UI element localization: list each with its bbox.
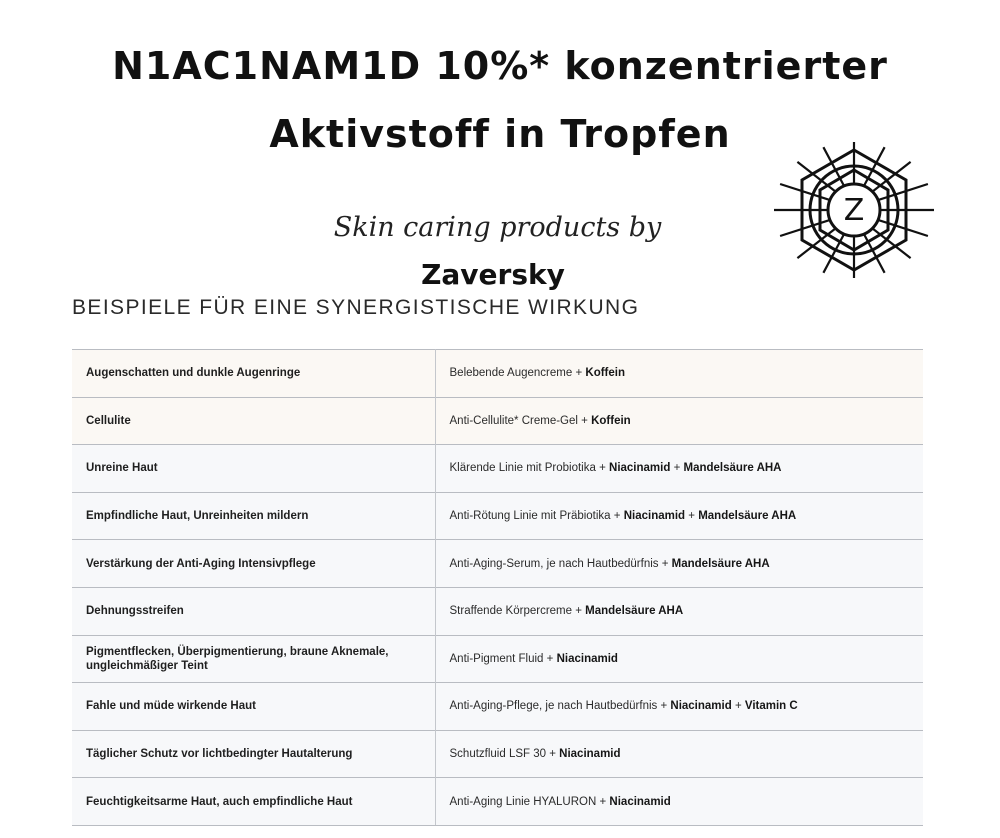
synergy-table-body (72, 350, 923, 826)
plus-separator: + (581, 414, 588, 427)
plus-separator: + (673, 462, 681, 475)
condition-cell: Augenschatten und dunkle Augenringe (72, 350, 435, 398)
table-row (72, 778, 923, 826)
logo-ray (780, 220, 830, 236)
plus-separator: + (599, 795, 607, 808)
condition-cell: Täglicher Schutz vor lichtbedingter Hautalterung (72, 730, 435, 778)
table-row (72, 540, 923, 588)
active-ingredient: Niacinamid (609, 795, 671, 808)
combination-cell (435, 587, 923, 635)
logo-ray (878, 184, 928, 200)
combination-cell (435, 350, 923, 398)
table-row (72, 350, 923, 398)
condition-cell: Empfindliche Haut, Unreinheiten mildern (72, 492, 435, 540)
condition-cell: Cellulite (72, 397, 435, 445)
product-name: Schutzfluid LSF 30 (449, 748, 547, 761)
active-ingredient: Niacinamid (609, 462, 671, 475)
logo-ray (780, 184, 830, 200)
active-ingredient: Mandelsäure AHA (671, 557, 770, 570)
active-ingredient: Vitamin C (744, 700, 798, 713)
product-name: Anti-Aging-Serum, je nach Hautbedürfnis (449, 557, 659, 570)
synergy-table (72, 349, 923, 826)
combination-cell (435, 397, 923, 445)
active-ingredient: Niacinamid (670, 700, 732, 713)
condition-cell: Unreine Haut (72, 445, 435, 493)
combination-cell (435, 730, 923, 778)
plus-separator: + (549, 748, 556, 761)
product-name: Anti-Aging Linie HYALURON (449, 795, 597, 808)
table-row (72, 730, 923, 778)
plus-separator: + (734, 700, 742, 713)
product-name: Belebende Augencreme (449, 367, 573, 380)
product-name: Straffende Körpercreme (449, 605, 573, 618)
combination-cell (435, 778, 923, 826)
condition-cell: Fahle und müde wirkende Haut (72, 683, 435, 731)
active-ingredient: Niacinamid (559, 748, 621, 761)
table-row (72, 683, 923, 731)
tagline-text: Skin caring products by (333, 212, 662, 243)
combination-cell (435, 635, 923, 683)
plus-separator: + (546, 652, 554, 665)
plus-separator: + (575, 605, 582, 618)
condition-cell: Dehnungsstreifen (72, 587, 435, 635)
table-row (72, 397, 923, 445)
condition-cell: Verstärkung der Anti-Aging Intensivpflege (72, 540, 435, 588)
logo-ray (878, 220, 928, 236)
active-ingredient: Niacinamid (623, 510, 686, 523)
title-line-2: Aktivstoff in Tropfen (269, 112, 731, 156)
active-ingredient: Koffein (591, 414, 631, 427)
zaversky-logo-icon (770, 140, 938, 280)
active-ingredient: Koffein (585, 367, 625, 380)
combination-cell (435, 492, 923, 540)
product-name: Klärende Linie mit Probiotika (449, 462, 596, 475)
table-row (72, 635, 923, 683)
condition-cell: Feuchtigkeitsarme Haut, auch empfindliche Haut (72, 778, 435, 826)
plus-separator: + (661, 557, 669, 570)
active-ingredient: Niacinamid (556, 652, 618, 665)
plus-separator: + (688, 510, 695, 523)
brand-text: Zaversky (421, 258, 565, 291)
title-line-1: N1AC1NAM1D 10%* konzentrierter (112, 44, 888, 88)
active-ingredient: Mandelsäure AHA (585, 605, 684, 618)
condition-cell: Pigmentflecken, Überpigmentierung, braune Aknemale, ungleichmäßiger Teint (72, 635, 435, 683)
table-row (72, 445, 923, 493)
combination-cell (435, 445, 923, 493)
table-row (72, 492, 923, 540)
product-name: Anti-Rötung Linie mit Präbiotika (449, 510, 611, 523)
product-name: Anti-Cellulite* Creme-Gel (449, 414, 578, 427)
product-name: Anti-Aging-Pflege, je nach Hautbedürfnis (449, 700, 658, 713)
section-heading: BEISPIELE FÜR EINE SYNERGISTISCHE WIRKUNG (72, 296, 640, 319)
combination-cell (435, 683, 923, 731)
plus-separator: + (599, 462, 606, 475)
product-name: Anti-Pigment Fluid (449, 652, 544, 665)
logo-letter: Z (843, 193, 865, 228)
table-row (72, 587, 923, 635)
plus-separator: + (613, 510, 621, 523)
plus-separator: + (575, 367, 583, 380)
combination-cell (435, 540, 923, 588)
active-ingredient: Mandelsäure AHA (698, 510, 797, 523)
active-ingredient: Mandelsäure AHA (683, 462, 782, 475)
plus-separator: + (660, 700, 668, 713)
